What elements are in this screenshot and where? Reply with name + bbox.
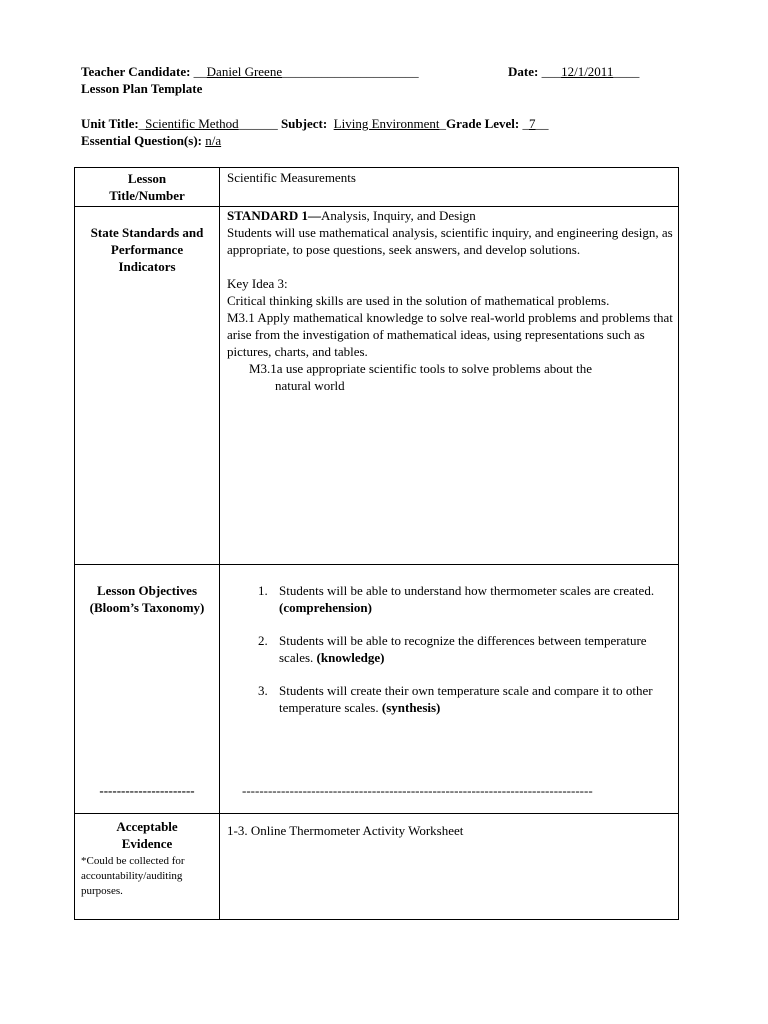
m31a-line2: natural world — [275, 378, 345, 393]
standards-label-line3: Indicators — [118, 259, 176, 274]
standard-heading-rest: Analysis, Inquiry, and Design — [321, 208, 476, 223]
m31a-line1: M3.1a use appropriate scientific tools to solve problems about the — [249, 361, 592, 376]
date-label: Date: — [508, 64, 539, 79]
objectives-label-line1: Lesson Objectives — [96, 583, 198, 598]
evidence-label-line1: Acceptable — [116, 819, 178, 834]
evidence-note: *Could be collected for accountability/auditing purposes. — [81, 855, 185, 897]
eq-value: n/a — [205, 133, 222, 148]
standards-content — [220, 207, 679, 565]
standards-label-line1: State Standards and — [90, 225, 204, 240]
objective-item-2: 2. Students will be able to recognize the differences between temperature scales. (knowledge) — [271, 632, 674, 666]
objectives-row — [75, 565, 679, 814]
evidence-label-line2: Evidence — [121, 836, 173, 851]
unit-value: Scientific Method — [145, 116, 239, 131]
lesson-title-label-line2: Title/Number — [109, 188, 185, 203]
date-value: 12/1/2011 — [561, 64, 614, 79]
standards-label — [75, 207, 220, 565]
eq-label: Essential Question(s): — [81, 133, 202, 148]
unit-line — [81, 116, 549, 132]
lesson-title-row — [75, 168, 679, 207]
unit-suffix: ______ — [238, 116, 281, 131]
lesson-plan-table — [74, 167, 679, 920]
unit-prefix: _ — [138, 116, 146, 131]
objectives-label-line2: (Bloom’s Taxonomy) — [89, 600, 205, 615]
standards-row — [75, 207, 679, 565]
standards-label-line2: Performance — [110, 242, 184, 257]
objectives-left-divider: ---------------------- — [99, 783, 195, 798]
objectives-list — [227, 565, 674, 716]
grade-label: Grade Level: — [445, 116, 520, 131]
key-idea-text: Critical thinking skills are used in the solution of mathematical problems. — [227, 293, 610, 308]
evidence-text: 1-3. Online Thermometer Activity Worksheet — [227, 823, 464, 838]
subject-suffix: _ — [439, 116, 446, 131]
lesson-title-label-line1: Lesson — [127, 171, 167, 186]
evidence-label — [75, 814, 220, 920]
grade-suffix: __ — [535, 116, 549, 131]
objectives-label — [75, 565, 220, 814]
unit-label: Unit Title: — [81, 116, 139, 131]
evidence-content — [220, 814, 679, 920]
objective-item-1: 1. Students will be able to understand how thermometer scales are created. (comprehension) — [271, 582, 674, 616]
objective-item-3: 3. Students will create their own temperature scale and compare it to other temperature scales. (synthesis) — [271, 682, 674, 716]
teacher-prefix: __ — [190, 64, 207, 79]
objectives-right-divider: --------------------------------------------------------------------------------- — [242, 783, 593, 798]
subject-label: Subject: — [280, 116, 328, 131]
standard-heading: STANDARD 1— — [227, 208, 322, 223]
lesson-title-value — [220, 168, 679, 207]
subject-value: Living Environment — [333, 116, 440, 131]
key-idea-label: Key Idea 3: — [227, 276, 288, 291]
teacher-name: Daniel Greene — [206, 64, 283, 79]
essential-question-line — [81, 133, 221, 149]
teacher-suffix: _____________________ — [282, 64, 419, 79]
objectives-content — [220, 565, 679, 814]
teacher-line — [81, 64, 419, 80]
evidence-row — [75, 814, 679, 920]
lesson-title-label — [75, 168, 220, 207]
m31-text: M3.1 Apply mathematical knowledge to solve real-world problems and problems that arise from the investigation of mathematical ideas, using representations such as pictures, charts, and tables. — [227, 310, 673, 359]
date-suffix: ____ — [613, 64, 640, 79]
grade-prefix: _ — [519, 116, 529, 131]
date-prefix: ___ — [538, 64, 562, 79]
lesson-title-text: Scientific Measurements — [227, 170, 356, 185]
date-line — [508, 64, 639, 80]
template-title: Lesson Plan Template — [81, 81, 203, 96]
grade-value: 7 — [529, 116, 536, 131]
teacher-label: Teacher Candidate: — [81, 64, 191, 79]
standard-text: Students will use mathematical analysis, scientific inquiry, and engineering design, as appropriate, to pose questions, seek answers, and develop solutions. — [227, 225, 673, 257]
